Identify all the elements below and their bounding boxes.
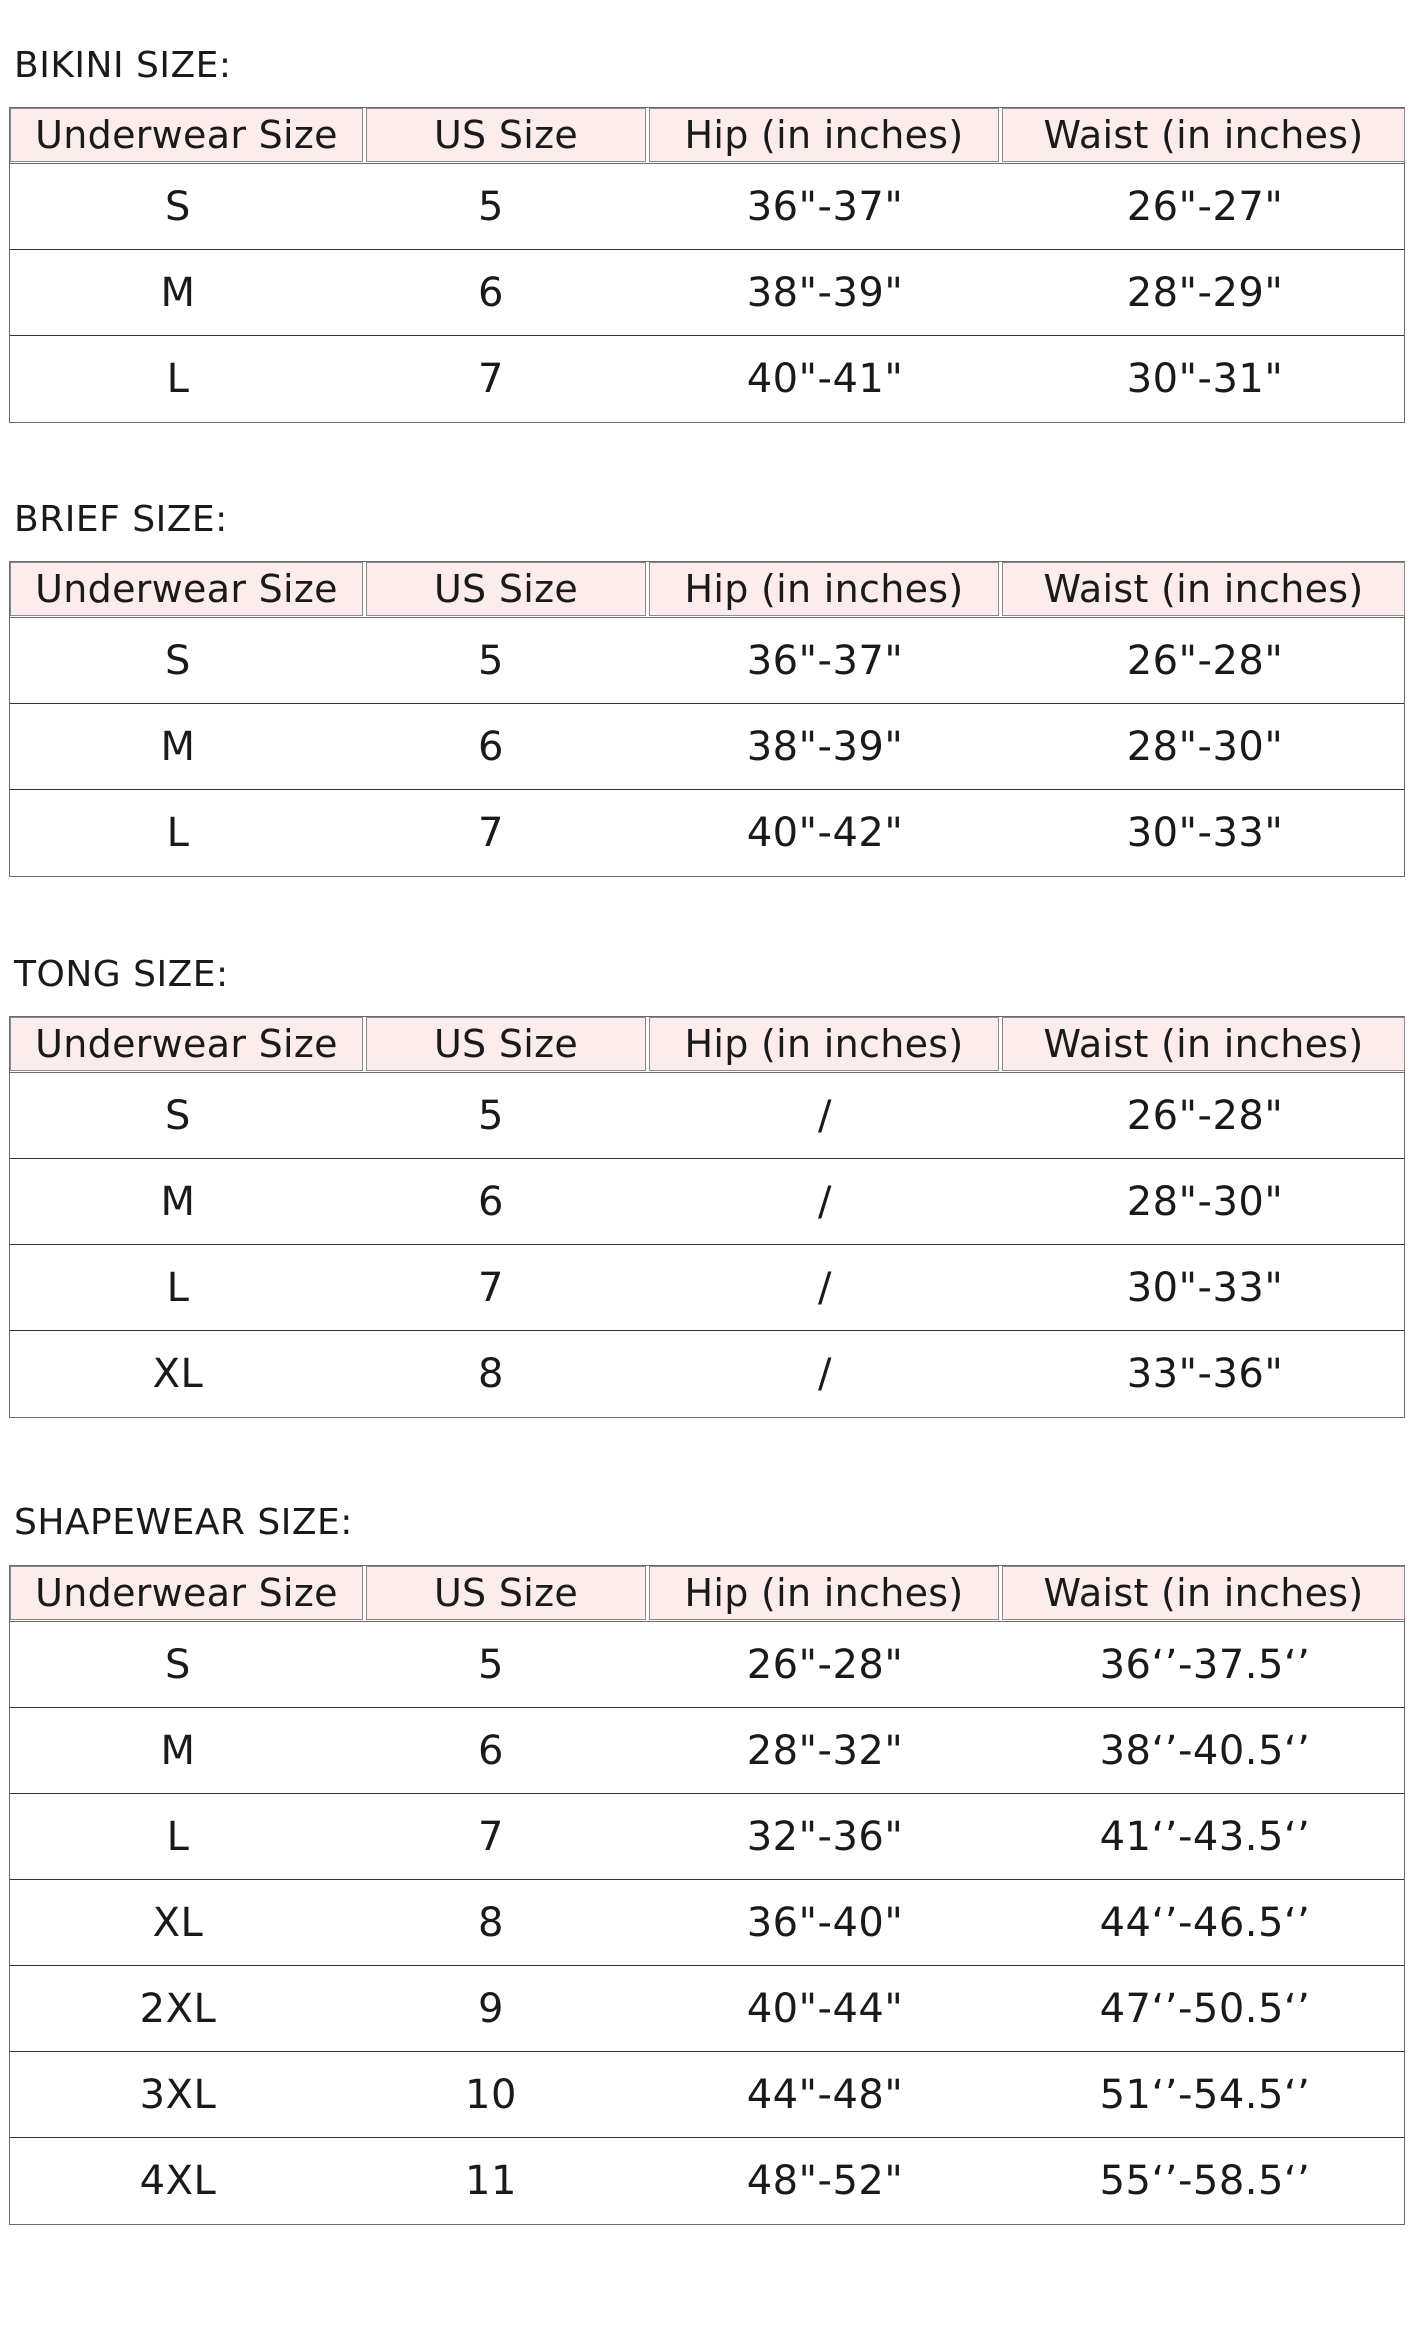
underwear-size-cell: XL: [152, 1351, 204, 1397]
table-row: [10, 1880, 1404, 1966]
underwear-size-cell: L: [166, 810, 190, 856]
underwear-size-cell: L: [166, 356, 190, 402]
table-header-row: [10, 1566, 1404, 1622]
shapewear-size-table: [9, 1565, 1405, 2225]
table-header-row: [10, 108, 1404, 164]
header-underwear-size: Underwear Size: [10, 1017, 363, 1071]
underwear-size-cell: S: [165, 184, 191, 230]
us-size-cell: 6: [478, 1728, 504, 1774]
us-size-cell: 6: [478, 1179, 504, 1225]
waist-cell: 28"-29": [1126, 270, 1284, 316]
waist-cell: 47‘’-50.5‘’: [1099, 1986, 1311, 2032]
shapewear-section-title: SHAPEWEAR SIZE:: [14, 1502, 353, 1543]
waist-cell: 26"-27": [1126, 184, 1284, 230]
header-hip: Hip (in inches): [649, 108, 999, 162]
us-size-cell: 6: [478, 270, 504, 316]
header-hip: Hip (in inches): [649, 562, 999, 616]
header-us-size: US Size: [366, 108, 646, 162]
waist-cell: 26"-28": [1126, 638, 1284, 684]
hip-cell: 44"-48": [746, 2072, 904, 2118]
table-row: [10, 2052, 1404, 2138]
waist-cell: 51‘’-54.5‘’: [1099, 2072, 1311, 2118]
hip-cell: 48"-52": [746, 2158, 904, 2204]
table-row: [10, 1708, 1404, 1794]
waist-cell: 55‘’-58.5‘’: [1099, 2158, 1311, 2204]
header-us-size: US Size: [366, 1566, 646, 1620]
waist-cell: 30"-33": [1126, 810, 1284, 856]
table-row: [10, 250, 1404, 336]
table-row: [10, 618, 1404, 704]
us-size-cell: 11: [465, 2158, 517, 2204]
hip-cell: 26"-28": [746, 1642, 904, 1688]
us-size-cell: 7: [478, 356, 504, 402]
table-header-row: [10, 1017, 1404, 1073]
us-size-cell: 7: [478, 1265, 504, 1311]
table-row: [10, 790, 1404, 876]
underwear-size-cell: M: [160, 724, 196, 770]
header-hip: Hip (in inches): [649, 1566, 999, 1620]
waist-cell: 28"-30": [1126, 724, 1284, 770]
hip-cell: 38"-39": [746, 724, 904, 770]
hip-cell: 36"-37": [746, 638, 904, 684]
brief-size-table: [9, 561, 1405, 877]
underwear-size-cell: 3XL: [139, 2072, 217, 2118]
waist-cell: 44‘’-46.5‘’: [1099, 1900, 1311, 1946]
hip-cell: /: [818, 1265, 832, 1311]
hip-cell: 36"-37": [746, 184, 904, 230]
underwear-size-cell: XL: [152, 1900, 204, 1946]
table-row: [10, 1331, 1404, 1417]
header-waist: Waist (in inches): [1002, 562, 1405, 616]
header-us-size: US Size: [366, 562, 646, 616]
table-row: [10, 1966, 1404, 2052]
table-row: [10, 1245, 1404, 1331]
header-us-size: US Size: [366, 1017, 646, 1071]
hip-cell: 40"-44": [746, 1986, 904, 2032]
hip-cell: /: [818, 1093, 832, 1139]
us-size-cell: 7: [478, 810, 504, 856]
underwear-size-cell: 4XL: [139, 2158, 217, 2204]
hip-cell: /: [818, 1179, 832, 1225]
us-size-cell: 5: [478, 184, 504, 230]
header-waist: Waist (in inches): [1002, 1566, 1405, 1620]
underwear-size-cell: L: [166, 1814, 190, 1860]
waist-cell: 33"-36": [1126, 1351, 1284, 1397]
underwear-size-cell: S: [165, 638, 191, 684]
header-waist: Waist (in inches): [1002, 1017, 1405, 1071]
header-underwear-size: Underwear Size: [10, 1566, 363, 1620]
underwear-size-cell: S: [165, 1642, 191, 1688]
us-size-cell: 8: [478, 1900, 504, 1946]
header-waist: Waist (in inches): [1002, 108, 1405, 162]
table-row: [10, 2138, 1404, 2224]
header-underwear-size: Underwear Size: [10, 562, 363, 616]
hip-cell: 40"-42": [746, 810, 904, 856]
waist-cell: 26"-28": [1126, 1093, 1284, 1139]
table-row: [10, 1159, 1404, 1245]
table-row: [10, 1073, 1404, 1159]
table-row: [10, 704, 1404, 790]
brief-section-title: BRIEF SIZE:: [14, 499, 228, 540]
underwear-size-cell: S: [165, 1093, 191, 1139]
us-size-cell: 5: [478, 1093, 504, 1139]
bikini-section-title: BIKINI SIZE:: [14, 45, 232, 86]
us-size-cell: 6: [478, 724, 504, 770]
underwear-size-cell: L: [166, 1265, 190, 1311]
waist-cell: 41‘’-43.5‘’: [1099, 1814, 1311, 1860]
header-underwear-size: Underwear Size: [10, 108, 363, 162]
table-header-row: [10, 562, 1404, 618]
waist-cell: 36‘’-37.5‘’: [1099, 1642, 1311, 1688]
table-row: [10, 164, 1404, 250]
hip-cell: 38"-39": [746, 270, 904, 316]
hip-cell: /: [818, 1351, 832, 1397]
waist-cell: 30"-33": [1126, 1265, 1284, 1311]
hip-cell: 32"-36": [746, 1814, 904, 1860]
us-size-cell: 10: [465, 2072, 517, 2118]
table-row: [10, 1622, 1404, 1708]
table-row: [10, 1794, 1404, 1880]
us-size-cell: 8: [478, 1351, 504, 1397]
underwear-size-cell: 2XL: [139, 1986, 217, 2032]
table-row: [10, 336, 1404, 422]
hip-cell: 40"-41": [746, 356, 904, 402]
tong-section-title: TONG SIZE:: [14, 954, 229, 995]
header-hip: Hip (in inches): [649, 1017, 999, 1071]
us-size-cell: 5: [478, 638, 504, 684]
waist-cell: 38‘’-40.5‘’: [1099, 1728, 1311, 1774]
underwear-size-cell: M: [160, 270, 196, 316]
tong-size-table: [9, 1016, 1405, 1418]
us-size-cell: 7: [478, 1814, 504, 1860]
hip-cell: 28"-32": [746, 1728, 904, 1774]
underwear-size-cell: M: [160, 1179, 196, 1225]
us-size-cell: 9: [478, 1986, 504, 2032]
waist-cell: 28"-30": [1126, 1179, 1284, 1225]
us-size-cell: 5: [478, 1642, 504, 1688]
underwear-size-cell: M: [160, 1728, 196, 1774]
hip-cell: 36"-40": [746, 1900, 904, 1946]
waist-cell: 30"-31": [1126, 356, 1284, 402]
bikini-size-table: [9, 107, 1405, 423]
